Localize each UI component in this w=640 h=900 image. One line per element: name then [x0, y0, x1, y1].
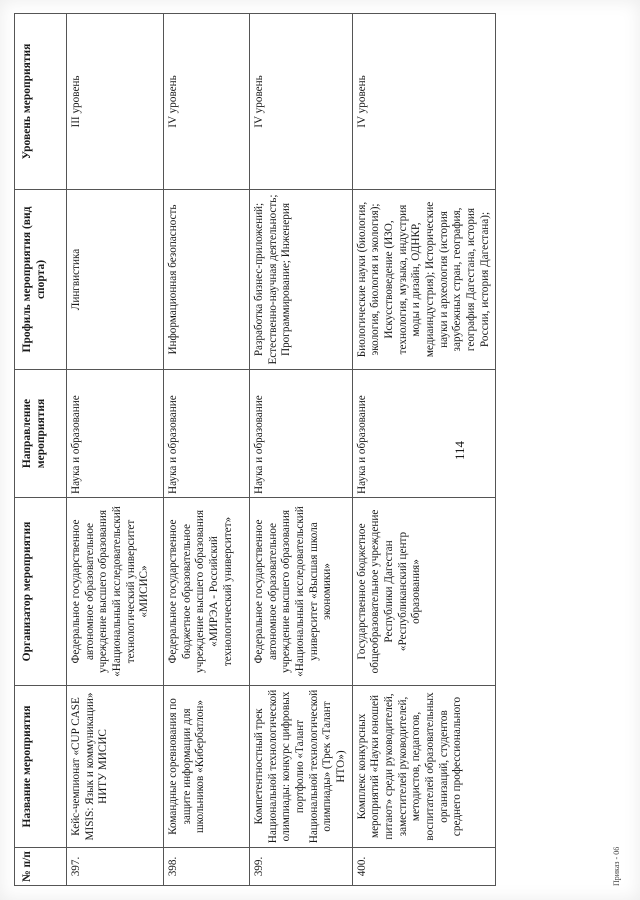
header-num: № п/п	[15, 848, 67, 886]
header-organizer: Организатор мероприятия	[15, 498, 67, 686]
cell-num: 399.	[250, 848, 353, 886]
cell-direction: Наука и образование	[250, 370, 353, 498]
table-row	[164, 14, 250, 886]
cell-name: Кейс-чемпионат «CUP CASE MISIS: Язык и коммуникации» НИТУ МИСИС	[67, 686, 164, 848]
cell-profile: Лингвистика	[67, 190, 164, 370]
cell-profile: Разработка бизнес-приложений; Естественно-научная деятельность; Программирование; Инженерия	[250, 190, 353, 370]
cell-profile: Информационная безопасность	[164, 190, 250, 370]
table-row	[67, 14, 164, 886]
cell-level: IV уровень	[164, 14, 250, 190]
cell-num: 397.	[67, 848, 164, 886]
rotated-page	[14, 14, 626, 886]
table-header-row	[15, 14, 67, 886]
events-table	[14, 13, 496, 886]
cell-level: III уровень	[67, 14, 164, 190]
header-name: Название мероприятия	[15, 686, 67, 848]
cell-direction: Наука и образование	[164, 370, 250, 498]
cell-profile: Биологические науки (биология, экология, биология и экология); Искусствоведение (ИЗО, технология, музыка, индустрия моды и дизайн, ОДНКР, медиаиндустрия); Исторические науки и археология (история зарубежных стран, география, география Дагестана, история России, история Дагестана);	[352, 190, 496, 370]
page-number: 114	[452, 440, 467, 460]
table-row	[352, 14, 496, 886]
cell-direction: Наука и образование	[67, 370, 164, 498]
table-row	[250, 14, 353, 886]
cell-num: 398.	[164, 848, 250, 886]
cell-organizer: Государственное бюджетное общеобразовательное учреждение Республики Дагестан «Республиканский центр образования»	[352, 498, 496, 686]
cell-organizer: Федеральное государственное автономное образовательное учреждение высшего образования «Национальный исследовательский технологический университет «МИСИС»	[67, 498, 164, 686]
header-profile: Профиль мероприятия (вид спорта)	[15, 190, 67, 370]
cell-name: Компетентностный трек Национальной технологической олимпиады: конкурс цифровых портфолио «Талант Национальной технологической олимпиады» (Трек «Талант НТО»)	[250, 686, 353, 848]
cell-num: 400.	[352, 848, 496, 886]
header-direction: Направление мероприятия	[15, 370, 67, 498]
cell-organizer: Федеральное государственное автономное образовательное учреждение высшего образования «Национальный исследовательский университет «Высшая школа экономики»	[250, 498, 353, 686]
cell-direction: Наука и образование	[352, 370, 496, 498]
cell-name: Командные соревнования по защите информации для школьников «Кибербатлон»	[164, 686, 250, 848]
header-level: Уровень мероприятия	[15, 14, 67, 190]
footer-text: Приказ - 06	[612, 846, 621, 886]
cell-organizer: Федеральное государственное бюджетное образовательное учреждение высшего образования «МИРЭА - Российский технологический университет»	[164, 498, 250, 686]
cell-name: Комплекс конкурсных мероприятий «Науки юношей питают» среди руководителей, заместителей руководителей, методистов, педагогов, воспитателей образовательных организаций, студентов среднего профессионального	[352, 686, 496, 848]
cell-level: IV уровень	[250, 14, 353, 190]
cell-level: IV уровень	[352, 14, 496, 190]
